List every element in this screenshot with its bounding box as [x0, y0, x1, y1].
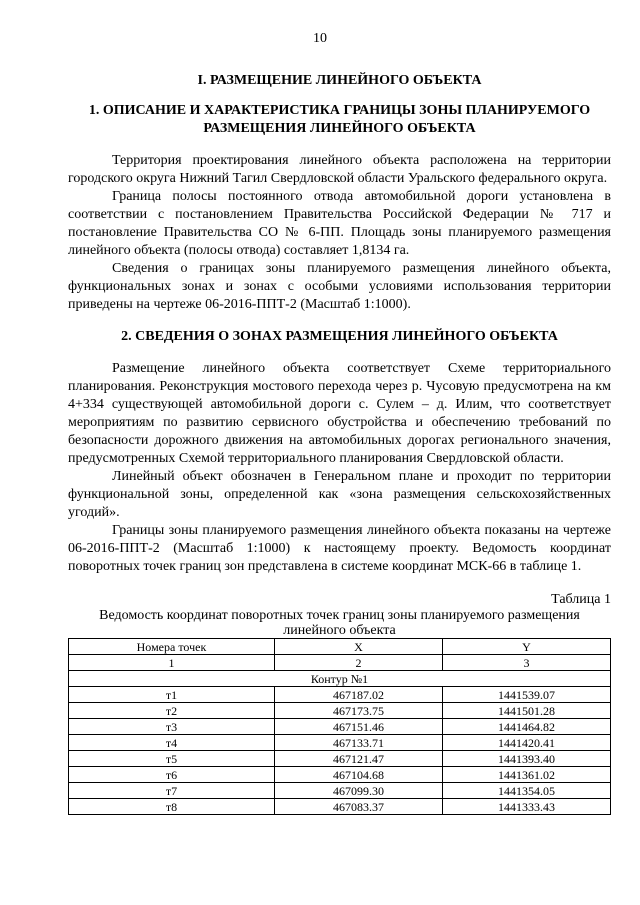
column-number-row [69, 655, 611, 671]
y-cell: 1441464.82 [442, 719, 610, 735]
subsection-2-title: 2. СВЕДЕНИЯ О ЗОНАХ РАЗМЕЩЕНИЯ ЛИНЕЙНОГО ОБЪЕКТА [121, 329, 558, 344]
x-cell: 467151.46 [274, 719, 442, 735]
column-number-cell: 3 [442, 655, 610, 671]
table-row [69, 767, 611, 783]
table-label: Таблица 1 [551, 592, 611, 607]
coordinates-table [68, 638, 611, 815]
table-row [69, 703, 611, 719]
x-cell: 467187.02 [274, 687, 442, 703]
header-cell: X [274, 639, 442, 655]
paragraph: Территория проектирования линейного объекта расположена на территории городского округа Нижний Тагил Свердловской области Уральского федерального округа. [68, 153, 611, 186]
table-row [69, 735, 611, 751]
column-number-cell: 2 [274, 655, 442, 671]
table-row [69, 687, 611, 703]
y-cell: 1441420.41 [442, 735, 610, 751]
point-name-cell: т3 [69, 719, 275, 735]
y-cell: 1441354.05 [442, 783, 610, 799]
paragraph: Границы зоны планируемого размещения линейного объекта показаны на чертеже 06-2016-ППТ-2 (Масштаб 1:1000) к настоящему проекту. Ведомость координат поворотных точек границ зон представлена в системе координат МСК-66 в таблице 1. [68, 523, 611, 574]
table-row [69, 799, 611, 815]
table-row [69, 751, 611, 767]
x-cell: 467133.71 [274, 735, 442, 751]
table-title: Ведомость координат поворотных точек границ зоны планируемого размещения линейного объекта [99, 608, 580, 638]
point-name-cell: т6 [69, 767, 275, 783]
y-cell: 1441361.02 [442, 767, 610, 783]
document-body [68, 72, 611, 815]
point-name-cell: т5 [69, 751, 275, 767]
contour-row [69, 671, 611, 687]
point-name-cell: т2 [69, 703, 275, 719]
subsection-2-text [68, 360, 611, 576]
contour-label: Контур №1 [69, 671, 611, 687]
paragraph: Сведения о границах зоны планируемого размещения линейного объекта, функциональных зонах и зонах с особыми условиями использования территории приведены на чертеже 06-2016-ППТ-2 (Масштаб 1:1000). [68, 261, 611, 312]
x-cell: 467099.30 [274, 783, 442, 799]
table-row [69, 719, 611, 735]
y-cell: 1441333.43 [442, 799, 610, 815]
x-cell: 467121.47 [274, 751, 442, 767]
y-cell: 1441539.07 [442, 687, 610, 703]
x-cell: 467083.37 [274, 799, 442, 815]
y-cell: 1441393.40 [442, 751, 610, 767]
y-cell: 1441501.28 [442, 703, 610, 719]
table-row [69, 783, 611, 799]
point-name-cell: т4 [69, 735, 275, 751]
table-header-row [69, 639, 611, 655]
subsection-1-text [68, 152, 611, 314]
point-name-cell: т8 [69, 799, 275, 815]
header-cell: Y [442, 639, 610, 655]
paragraph: Размещение линейного объекта соответствует Схеме территориального планирования. Реконструкция мостового перехода через р. Чусовую предусмотрена на км 4+334 существующей автомобильной дороги с. Сулем – д. Илим, что соответствует мероприятиям по развитию сервисного обустройства и обеспечению требований по безопасности дорожного движения на автомобильных дорогах регионального значения, предусмотренных Схемой территориального планирования Свердловской области. [68, 361, 611, 466]
point-name-cell: т7 [69, 783, 275, 799]
header-cell: Номера точек [69, 639, 275, 655]
point-name-cell: т1 [69, 687, 275, 703]
column-number-cell: 1 [69, 655, 275, 671]
paragraph: Граница полосы постоянного отвода автомобильной дороги установлена в соответствии с постановлением Правительства Российской Федерации № 717 и постановление Правительства СО № 6-ПП. Площадь зоны планируемого размещения линейного объекта (полосы отвода) составляет 1,8134 га. [68, 189, 611, 258]
page-number: 10 [313, 31, 327, 46]
section-title: I. РАЗМЕЩЕНИЕ ЛИНЕЙНОГО ОБЪЕКТА [197, 73, 482, 88]
subsection-1-title: 1. ОПИСАНИЕ И ХАРАКТЕРИСТИКА ГРАНИЦЫ ЗОНЫ ПЛАНИРУЕМОГО РАЗМЕЩЕНИЯ ЛИНЕЙНОГО ОБЪЕКТА [88, 103, 591, 136]
x-cell: 467173.75 [274, 703, 442, 719]
paragraph: Линейный объект обозначен в Генеральном плане и проходит по территории функциональной зоны, определенной как «зона размещения сельскохозяйственных угодий». [68, 469, 611, 520]
x-cell: 467104.68 [274, 767, 442, 783]
